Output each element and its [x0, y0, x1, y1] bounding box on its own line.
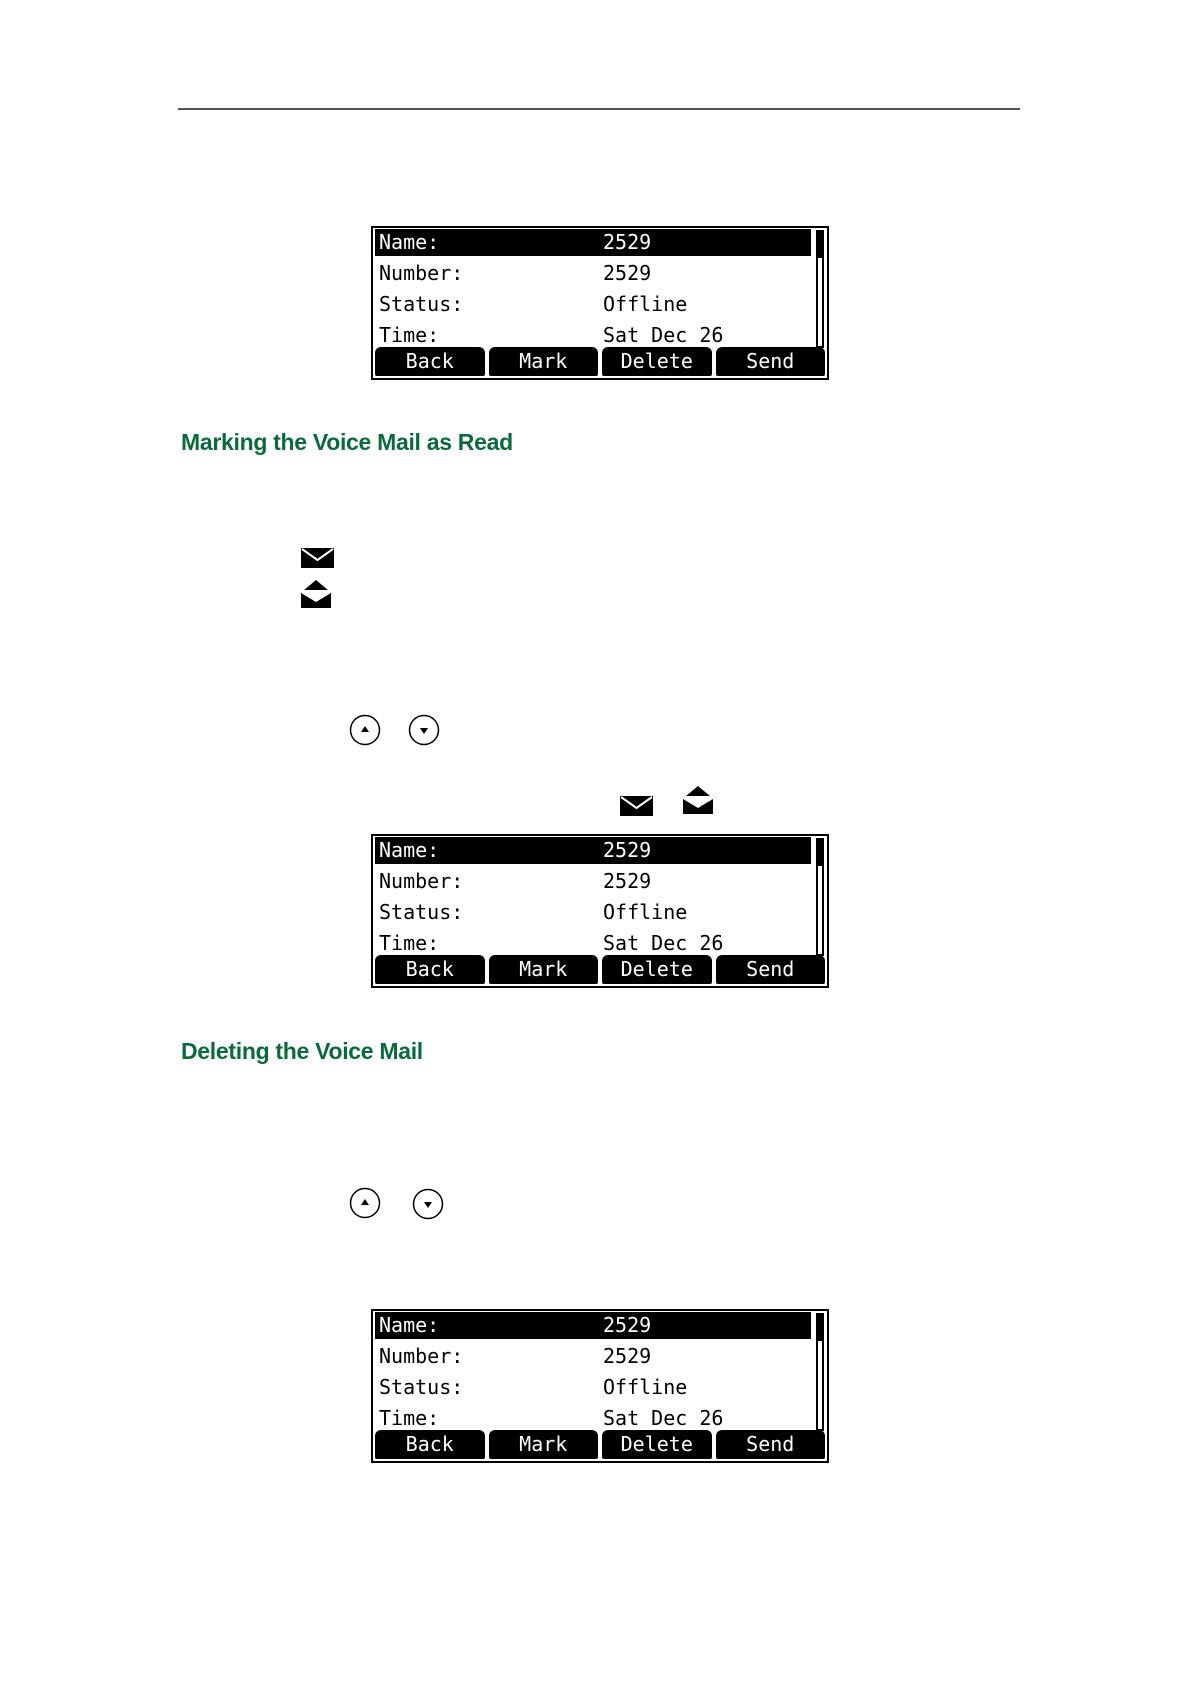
delete-softkey[interactable]: Delete [602, 1430, 712, 1459]
row-label: Status: [379, 1375, 464, 1399]
row-label: Number: [379, 869, 464, 893]
row-label: Name: [379, 1313, 440, 1337]
row-label: Status: [379, 900, 464, 924]
screen-row-name[interactable] [375, 837, 811, 864]
screen-row-status[interactable] [375, 291, 811, 318]
scrollbar-thumb[interactable] [818, 1315, 822, 1341]
softkey-bar [375, 347, 825, 376]
screen-row-name[interactable] [375, 1312, 811, 1339]
screen-row-number[interactable] [375, 868, 811, 895]
delete-softkey[interactable]: Delete [602, 955, 712, 984]
scrollbar-thumb[interactable] [818, 840, 822, 866]
mark-softkey[interactable]: Mark [489, 955, 599, 984]
row-value: Offline [603, 292, 688, 316]
row-label: Name: [379, 838, 440, 862]
row-value: 2529 [603, 869, 652, 893]
back-softkey[interactable]: Back [375, 1430, 485, 1459]
phone-screen [371, 1309, 829, 1463]
row-value: 2529 [603, 1344, 652, 1368]
send-softkey[interactable]: Send [716, 955, 826, 984]
section-heading-delete: Deleting the Voice Mail [181, 1038, 423, 1064]
row-label: Time: [379, 931, 440, 955]
nav-down-icon[interactable] [412, 1188, 444, 1220]
envelope-closed-icon [301, 548, 334, 568]
envelope-open-icon [683, 786, 713, 814]
back-softkey[interactable]: Back [375, 955, 485, 984]
row-label: Number: [379, 261, 464, 285]
row-value: 2529 [603, 230, 652, 254]
screen-row-time[interactable] [375, 322, 811, 349]
send-softkey[interactable]: Send [716, 1430, 826, 1459]
mark-softkey[interactable]: Mark [489, 347, 599, 376]
section-heading-mark-read: Marking the Voice Mail as Read [181, 429, 513, 455]
softkey-bar [375, 1430, 825, 1459]
phone-screen [371, 834, 829, 988]
row-value: Offline [603, 1375, 688, 1399]
delete-softkey[interactable]: Delete [602, 347, 712, 376]
screen-row-time[interactable] [375, 1405, 811, 1432]
screen-row-time[interactable] [375, 930, 811, 957]
row-value: 2529 [603, 261, 652, 285]
scrollbar[interactable] [816, 838, 824, 956]
row-value: Offline [603, 900, 688, 924]
screen-row-name[interactable] [375, 229, 811, 256]
row-value: 2529 [603, 838, 652, 862]
row-label: Time: [379, 1406, 440, 1430]
row-label: Number: [379, 1344, 464, 1368]
scrollbar-thumb[interactable] [818, 232, 822, 258]
send-softkey[interactable]: Send [716, 347, 826, 376]
screen-row-number[interactable] [375, 260, 811, 287]
screen-row-status[interactable] [375, 1374, 811, 1401]
envelope-closed-icon [620, 796, 653, 816]
nav-down-icon[interactable] [408, 714, 440, 746]
row-value: Sat Dec 26 [603, 931, 724, 955]
row-value: 2529 [603, 1313, 652, 1337]
phone-screen [371, 226, 829, 380]
nav-up-icon[interactable] [349, 1187, 381, 1219]
screen-row-number[interactable] [375, 1343, 811, 1370]
screen-row-status[interactable] [375, 899, 811, 926]
nav-up-icon[interactable] [349, 714, 381, 746]
row-value: Sat Dec 26 [603, 323, 724, 347]
scrollbar[interactable] [816, 1313, 824, 1431]
scrollbar[interactable] [816, 230, 824, 348]
row-label: Status: [379, 292, 464, 316]
envelope-open-icon [301, 580, 331, 608]
softkey-bar [375, 955, 825, 984]
header-rule [178, 108, 1020, 110]
row-label: Name: [379, 230, 440, 254]
mark-softkey[interactable]: Mark [489, 1430, 599, 1459]
back-softkey[interactable]: Back [375, 347, 485, 376]
row-value: Sat Dec 26 [603, 1406, 724, 1430]
row-label: Time: [379, 323, 440, 347]
